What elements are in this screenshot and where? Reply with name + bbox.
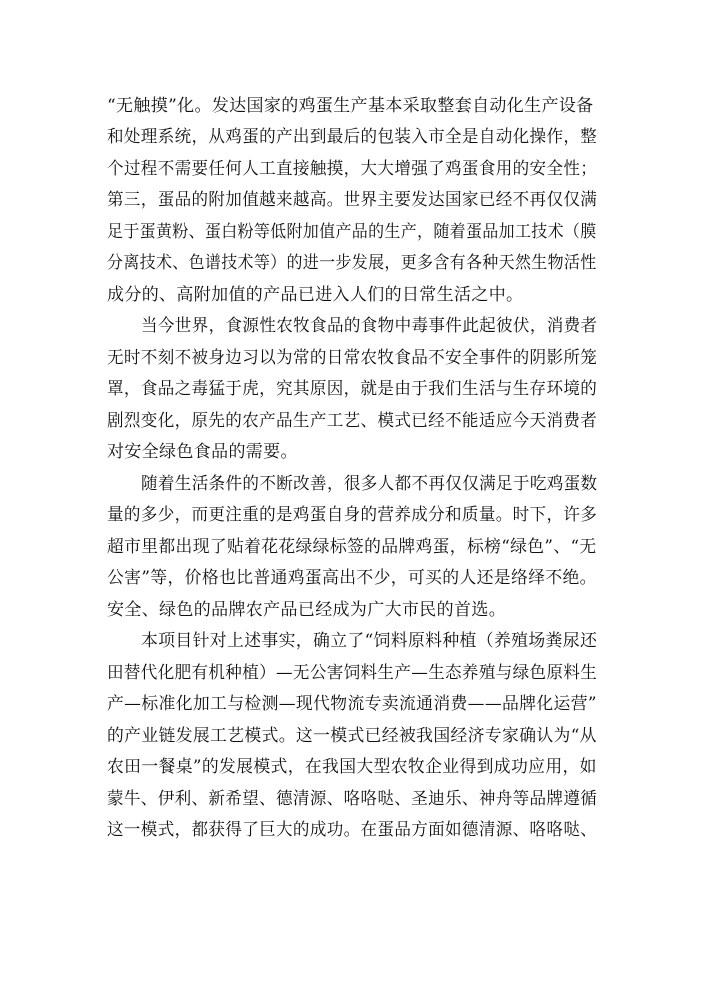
text-line: 这一模式，都获得了巨大的成功。在蛋品方面如德清源、咯咯哒、 [107,820,598,840]
text-line: 产—标准化加工与检测—现代物流专卖流通消费——品牌化运营” [107,694,597,714]
text-line: 剧烈变化，原先的农产品生产工艺、模式已经不能适应今天消费者 [107,411,598,431]
text-line: 随着生活条件的不断改善，很多人都不再仅仅满足于吃鸡蛋数 [141,474,598,494]
text-line: 本项目针对上述事实，确立了“饲料原料种植（养殖场粪尿还 [141,631,598,651]
text-line: 足于蛋黄粉、蛋白粉等低附加值产品的生产，随着蛋品加工技术（膜 [107,222,597,242]
text-line: 超市里都出现了贴着花花绿绿标签的品牌鸡蛋，标榜“绿色”、“无 [107,537,597,557]
text-line: “无触摸”化。发达国家的鸡蛋生产基本采取整套自动化生产设备 [107,96,594,116]
text-line: 当今世界，食源性农牧食品的食物中毒事件此起彼伏，消费者 [141,316,598,336]
text-line: 安全、绿色的品牌农产品已经成为广大市民的首选。 [107,600,507,620]
text-line: 量的多少，而更注重的是鸡蛋自身的营养成分和质量。时下，许多 [107,505,598,525]
text-line: 成分的、高附加值的产品已进入人们的日常生活之中。 [107,285,524,305]
text-line: 农田一餐桌”的发展模式，在我国大型农牧企业得到成功应用，如 [107,757,597,777]
text-line: 无时不刻不被身边习以为常的日常农牧食品不安全事件的阴影所笼 [107,348,598,368]
text-line: 罩，食品之毒猛于虎，究其原因，就是由于我们生活与生存环境的 [107,379,598,399]
text-line: 的产业链发展工艺模式。这一模式已经被我国经济专家确认为“从 [107,726,597,746]
text-line: 分离技术、色谱技术等）的进一步发展，更多含有各种天然生物活性 [107,253,597,273]
text-line: 第三，蛋品的附加值越来越高。世界主要发达国家已经不再仅仅满 [107,190,598,210]
text-line: 公害”等，价格也比普通鸡蛋高出不少，可买的人还是络绎不绝。 [107,568,597,588]
text-line: 蒙牛、伊利、新希望、德清源、咯咯哒、圣迪乐、神舟等品牌遵循 [107,789,598,809]
text-line: 和处理系统，从鸡蛋的产出到最后的包装入市全是自动化操作，整 [107,127,598,147]
text-line: 田替代化肥有机种植）—无公害饲料生产—生态养殖与绿色原料生 [107,663,598,683]
text-line: 对安全绿色食品的需要。 [107,442,298,462]
text-line: 个过程不需要任何人工直接触摸，大大增强了鸡蛋食用的安全性； [107,159,598,179]
